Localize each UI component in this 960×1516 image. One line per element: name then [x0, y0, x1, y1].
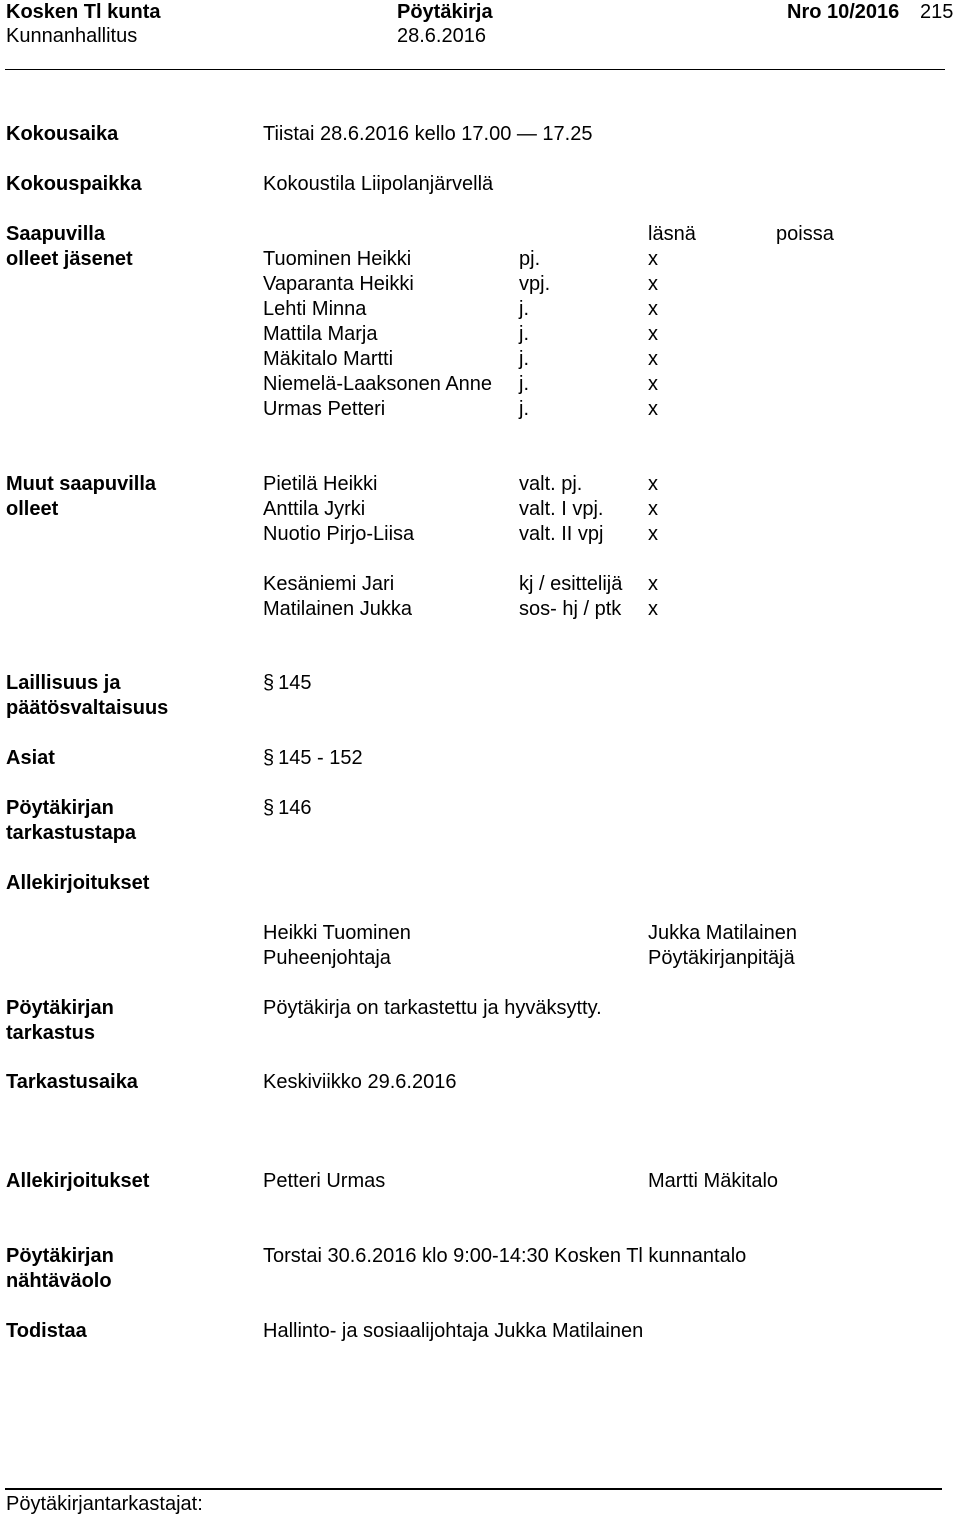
matters-label: Asiat — [6, 747, 55, 769]
member-present-mark: x — [648, 348, 658, 370]
doc-type: Pöytäkirja — [397, 1, 493, 23]
member-role: j. — [519, 398, 529, 420]
legality-section: 145 — [278, 672, 312, 694]
other-name: Pietilä Heikki — [263, 473, 378, 495]
certify-value: Hallinto- ja sosiaalijohtaja Jukka Matilainen — [263, 1320, 644, 1342]
member-name: Lehti Minna — [263, 298, 367, 320]
member-role: j. — [519, 348, 529, 370]
matters-sections: 145 - 152 — [278, 747, 363, 769]
footer-divider — [5, 1488, 942, 1490]
other-role: valt. pj. — [519, 473, 583, 495]
other-present-mark: x — [648, 523, 658, 545]
secretary-name: Jukka Matilainen — [648, 922, 797, 944]
staff-name: Kesäniemi Jari — [263, 573, 395, 595]
display-label-1: Pöytäkirjan — [6, 1245, 114, 1267]
other-name: Anttila Jyrki — [263, 498, 366, 520]
others-label-1: Muut saapuvilla — [6, 473, 157, 495]
member-present-mark: x — [648, 398, 658, 420]
meeting-place-label: Kokouspaikka — [6, 173, 142, 195]
display-label-2: nähtäväolo — [6, 1270, 112, 1292]
col-absent-header: poissa — [776, 223, 834, 245]
other-role: valt. II vpj — [519, 523, 604, 545]
member-name: Mattila Marja — [263, 323, 378, 345]
matters-value — [263, 746, 363, 770]
doc-number: Nro 10/2016 — [787, 1, 900, 23]
reviewer-1-name: Petteri Urmas — [263, 1170, 386, 1192]
member-name: Niemelä-Laaksonen Anne — [263, 373, 493, 395]
review-method-label-1: Pöytäkirjan — [6, 797, 114, 819]
section-sign: § — [263, 672, 275, 694]
staff-present-mark: x — [648, 598, 658, 620]
review-method-section: 146 — [278, 797, 312, 819]
review-time-label: Tarkastusaika — [6, 1071, 138, 1093]
staff-present-mark: x — [648, 573, 658, 595]
body-name: Kunnanhallitus — [6, 25, 138, 47]
display-value: Torstai 30.6.2016 klo 9:00-14:30 Kosken Tl kunnantalo — [263, 1245, 747, 1267]
staff-role: sos- hj / ptk — [519, 598, 622, 620]
attendance-label-2: olleet jäsenet — [6, 248, 133, 270]
legality-label-1: Laillisuus ja — [6, 672, 121, 694]
member-name: Tuominen Heikki — [263, 248, 412, 270]
member-role: j. — [519, 298, 529, 320]
member-present-mark: x — [648, 323, 658, 345]
member-name: Mäkitalo Martti — [263, 348, 394, 370]
others-label-2: olleet — [6, 498, 59, 520]
secretary-title: Pöytäkirjanpitäjä — [648, 947, 795, 969]
meeting-time-value: Tiistai 28.6.2016 kello 17.00 — 17.25 — [263, 123, 593, 145]
member-present-mark: x — [648, 248, 658, 270]
legality-label-2: päätösvaltaisuus — [6, 697, 169, 719]
section-sign: § — [263, 747, 275, 769]
page-number: 215 — [920, 1, 954, 23]
reviewer-2-name: Martti Mäkitalo — [648, 1170, 779, 1192]
meeting-time-label: Kokousaika — [6, 123, 119, 145]
chair-name: Heikki Tuominen — [263, 922, 411, 944]
review-text: Pöytäkirja on tarkastettu ja hyväksytty. — [263, 997, 602, 1019]
review-label-2: tarkastus — [6, 1022, 95, 1044]
reviewer-signatures-label: Allekirjoitukset — [6, 1170, 150, 1192]
member-role: pj. — [519, 248, 541, 270]
meeting-place-value: Kokoustila Liipolanjärvellä — [263, 173, 494, 195]
review-method-label-2: tarkastustapa — [6, 822, 137, 844]
member-present-mark: x — [648, 298, 658, 320]
staff-name: Matilainen Jukka — [263, 598, 412, 620]
col-present-header: läsnä — [648, 223, 696, 245]
member-present-mark: x — [648, 373, 658, 395]
member-role: j. — [519, 373, 529, 395]
footer-reviewers-label: Pöytäkirjantarkastajat: — [6, 1493, 203, 1515]
chair-title: Puheenjohtaja — [263, 947, 391, 969]
review-method-value — [263, 796, 312, 820]
other-role: valt. I vpj. — [519, 498, 604, 520]
member-name: Vaparanta Heikki — [263, 273, 414, 295]
other-present-mark: x — [648, 473, 658, 495]
attendance-label-1: Saapuvilla — [6, 223, 105, 245]
signatures-label: Allekirjoitukset — [6, 872, 150, 894]
section-sign: § — [263, 797, 275, 819]
member-role: vpj. — [519, 273, 551, 295]
staff-role: kj / esittelijä — [519, 573, 623, 595]
legality-value — [263, 671, 312, 695]
org-name: Kosken Tl kunta — [6, 1, 161, 23]
header-divider — [5, 69, 945, 70]
doc-date: 28.6.2016 — [397, 25, 486, 47]
member-role: j. — [519, 323, 529, 345]
review-time-value: Keskiviikko 29.6.2016 — [263, 1071, 457, 1093]
certify-label: Todistaa — [6, 1320, 87, 1342]
review-label-1: Pöytäkirjan — [6, 997, 114, 1019]
other-present-mark: x — [648, 498, 658, 520]
member-name: Urmas Petteri — [263, 398, 386, 420]
other-name: Nuotio Pirjo-Liisa — [263, 523, 415, 545]
member-present-mark: x — [648, 273, 658, 295]
